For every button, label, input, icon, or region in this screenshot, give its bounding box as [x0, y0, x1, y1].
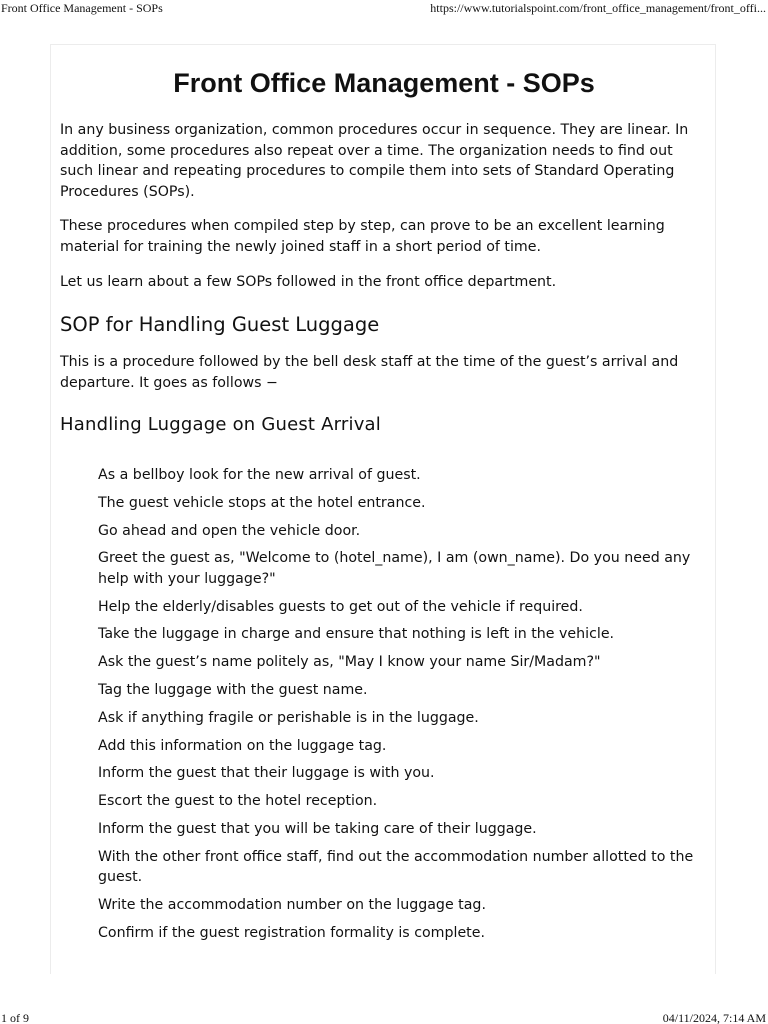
list-item: Ask if anything fragile or perishable is in the luggage.: [98, 709, 479, 726]
list-item: Add this information on the luggage tag.: [98, 737, 387, 754]
list-item: Take the luggage in charge and ensure that nothing is left in the vehicle.: [98, 626, 615, 643]
list-item: Escort the guest to the hotel reception.: [98, 793, 378, 810]
list-item: Greet the guest as, "Welcome to (hotel_name), I am (own_name). Do you need any help with your luggage?": [98, 550, 691, 587]
list-item: Inform the guest that you will be taking care of their luggage.: [98, 821, 537, 838]
list-item: Go ahead and open the vehicle door.: [98, 522, 361, 539]
print-header: [0, 0, 768, 16]
list-item: Tag the luggage with the guest name.: [98, 682, 368, 699]
intro-paragraph-2: These procedures when compiled step by step, can prove to be an excellent learning material for training the newly joined staff in a short period of time.: [60, 218, 665, 255]
page-title: Front Office Management - SOPs: [173, 68, 595, 98]
subsection-heading: Handling Luggage on Guest Arrival: [60, 414, 381, 435]
list-item: Write the accommodation number on the luggage tag.: [98, 897, 486, 914]
intro-paragraph-1: In any business organization, common procedures occur in sequence. They are linear. In addition, some procedures also repeat over a time. The organization needs to find out such linear and repeating procedures to compile them into sets of Standard Operating Procedures (SOPs).: [60, 122, 689, 200]
page-number: 1 of 9: [1, 1011, 29, 1024]
list-item: Help the elderly/disables guests to get out of the vehicle if required.: [98, 598, 583, 615]
list-item: Ask the guest’s name politely as, "May I know your name Sir/Madam?": [98, 654, 601, 671]
print-header-title: Front Office Management - SOPs: [1, 1, 163, 15]
list-item: As a bellboy look for the new arrival of guest.: [98, 467, 421, 483]
print-header-url[interactable]: https://www.tutorialspoint.com/front_office_management/front_offi...: [430, 1, 766, 15]
section-heading: SOP for Handling Guest Luggage: [60, 313, 380, 336]
intro-paragraph-3: Let us learn about a few SOPs followed in the front office department.: [60, 274, 557, 290]
section-paragraph: This is a procedure followed by the bell desk staff at the time of the guest’s arrival and departure. It goes as follows −: [60, 354, 679, 391]
print-footer: [0, 1010, 768, 1024]
list-item: With the other front office staff, find out the accommodation number allotted to the guest.: [98, 848, 694, 886]
list-item: The guest vehicle stops at the hotel entrance.: [98, 494, 426, 511]
print-datetime: 04/11/2024, 7:14 AM: [662, 1011, 766, 1024]
list-item: Confirm if the guest registration formality is complete.: [98, 924, 485, 941]
arrival-steps-list: [98, 465, 698, 951]
article-content: [50, 44, 716, 974]
list-item: Inform the guest that their luggage is with you.: [98, 765, 435, 782]
